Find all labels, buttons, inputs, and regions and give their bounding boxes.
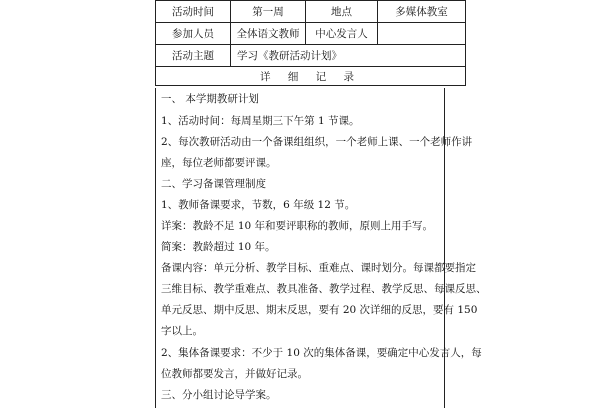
speaker-value	[378, 23, 466, 45]
record-body	[155, 88, 487, 408]
section-title: 详 细 记 录	[156, 67, 466, 86]
record-line: 1、教师备课要求，节数，6 年级 12 节。	[161, 199, 356, 211]
time-label: 活动时间	[156, 1, 231, 23]
speaker-label: 中心发言人	[306, 23, 378, 45]
table-row	[156, 67, 466, 86]
record-line: 座，每位老师都要评课。	[161, 157, 277, 169]
table-row	[156, 23, 466, 45]
record-line: 位教师都要发言，并做好记录。	[161, 368, 308, 380]
record-line: 备课内容：单元分析、教学目标、重难点、课时划分。每课都要指定	[161, 262, 476, 274]
record-line: 2、集体备课要求：不少于 10 次的集体备课，要确定中心发言人，每	[161, 347, 482, 359]
place-value: 多媒体教室	[378, 1, 466, 23]
topic-value: 学习《教研活动计划》	[231, 45, 466, 67]
time-value: 第一周	[231, 1, 306, 23]
record-line: 简案：教龄超过 10 年。	[161, 241, 276, 253]
record-line: 二、学习备课管理制度	[161, 178, 266, 190]
activity-header-table	[155, 0, 466, 86]
record-line: 字以上。	[161, 325, 203, 337]
record-line: 三维目标、教学重难点、教具准备、教学过程、教学反思、每课反思、	[161, 283, 487, 295]
record-line: 三、分小组讨论导学案。	[161, 389, 277, 401]
record-line: 2、每次教研活动由一个备课组组织，一个老师上课、一个老师作讲	[161, 136, 473, 148]
participants-value: 全体语文教师	[231, 23, 306, 45]
place-label: 地点	[306, 1, 378, 23]
topic-label: 活动主题	[156, 45, 231, 67]
record-line: 详案：教龄不足 10 年和要评职称的教师，原则上用手写。	[161, 220, 434, 232]
table-row	[156, 1, 466, 23]
table-row	[156, 45, 466, 67]
participants-label: 参加人员	[156, 23, 231, 45]
record-line: 一、 本学期教研计划	[161, 93, 259, 105]
record-line: 1、活动时间：每周星期三下午第 1 节课。	[161, 115, 360, 127]
record-sheet	[155, 0, 487, 401]
record-line: 单元反思、期中反思、期末反思，要有 20 次详细的反思，要有 150	[161, 304, 478, 316]
